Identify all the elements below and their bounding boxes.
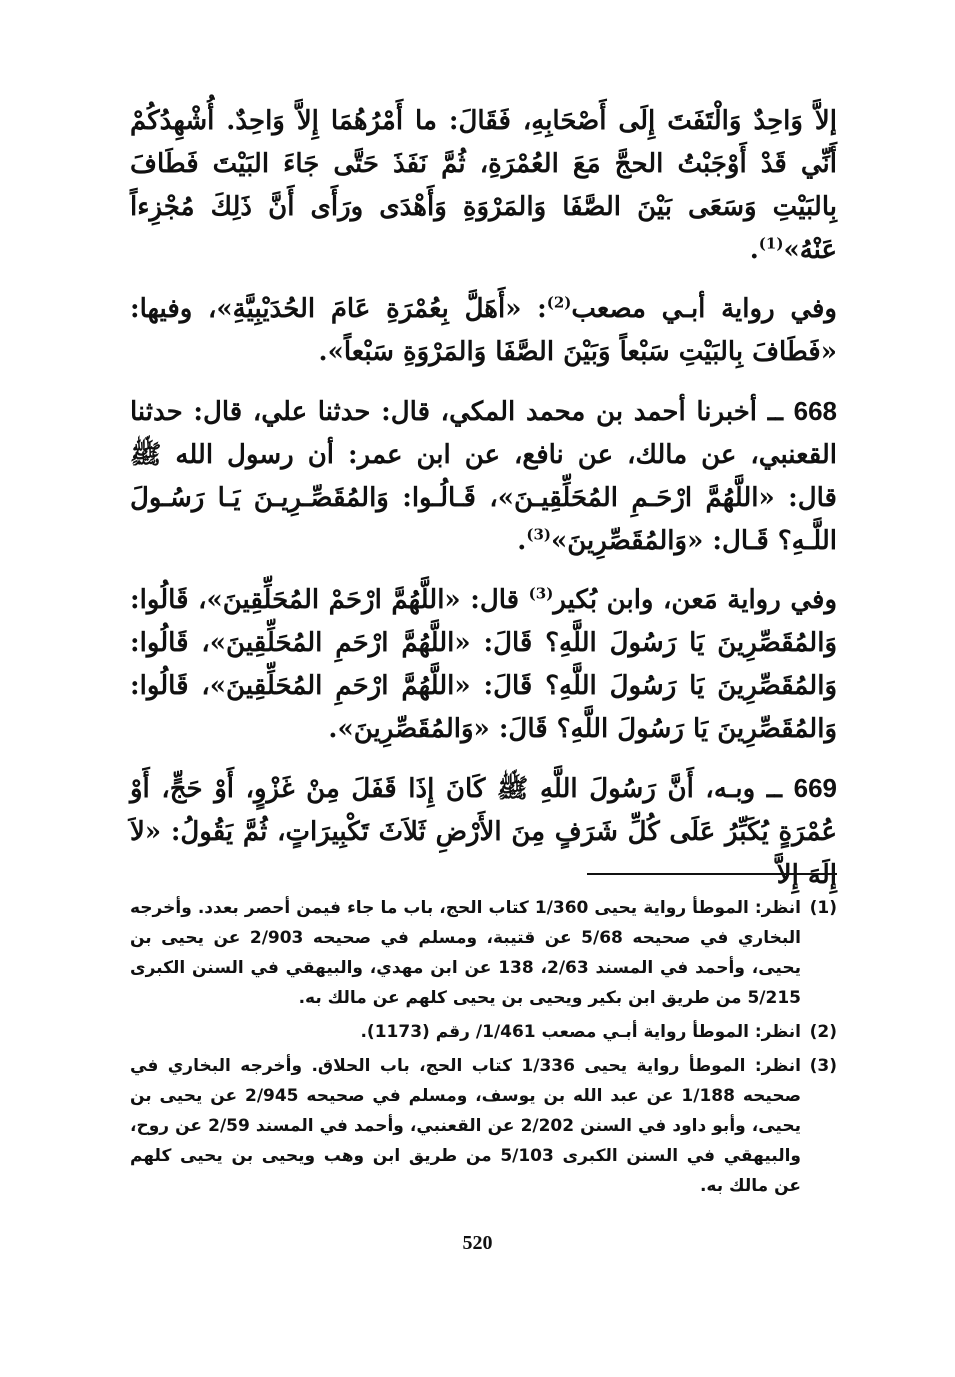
footnote-3 bbox=[130, 1051, 837, 1201]
footnote-text: انظر: الموطأ رواية أبـي مصعب 1/461/ رقم (1173). bbox=[360, 1022, 801, 1042]
paragraph-668-end: . bbox=[517, 526, 527, 556]
hadith-number-668: 668 bbox=[793, 396, 837, 426]
footnote-text: انظر: الموطأ رواية يحيى 1/336 كتاب الحج، باب الحلاق. وأخرجه البخاري في صحيحه 1/188 عن عبد الله بن يوسف، ومسلم في صحيحه 2/945 عن يحيى بن يحيى، وأبو داود في السنن 2/202 عن القعنبي، وأحمد في المسند 2/59 عن روح، والبيهقي في السنن الكبرى 5/103 من طريق ابن وهب ويحيى بن يحيى كلهم عن مالك به. bbox=[130, 1056, 802, 1196]
hadith-number-669: 669 bbox=[793, 773, 837, 803]
paragraph-1-end: . bbox=[749, 235, 759, 265]
main-text bbox=[130, 100, 837, 913]
paragraph-4-text-a: وفي رواية مَعن، وابن بُكير bbox=[553, 585, 837, 615]
paragraph-2 bbox=[130, 288, 837, 374]
page-number: 520 bbox=[462, 1232, 493, 1254]
paragraph-668 bbox=[130, 390, 837, 563]
paragraph-4-text-b: قال: «اللَّهُمَّ ارْحَمْ المُحَلِّقِينَ»، قَالُوا: وَالمُقَصِّرِينَ يَا رَسُولَ اللَّهِ؟ قَالَ: «اللَّهُمَّ ارْحَمِ المُحَلِّقِينَ»، قَالُوا: وَالمُقَصِّرِينَ يَا رَسُولَ اللَّهِ؟ قَالَ: «اللَّهُمَّ ارْحَمِ المُحَلِّقِينَ»، قَالُوا: وَالمُقَصِّرِينَ يَا رَسُولَ اللَّهِ؟ قَالَ: «وَالمُقَصِّرِينَ». bbox=[130, 585, 837, 744]
paragraph-669-text: ــ وبـه، أَنَّ رَسُولَ اللَّهِ ﷺ كَانَ إِذَا قَفَلَ مِنْ غَزْوٍ، أَوْ حَجٍّ، أَوْ عُمْرَةٍ يُكَبِّرُ عَلَى كُلِّ شَرَفٍ مِنَ الأَرْضِ ثَلاَثَ تَكْبِيرَاتٍ، ثُمَّ يَقُولُ: «لاَ إِلَهَ إِلاَّ bbox=[130, 774, 837, 890]
paragraph-2-text-a: وفي رواية أبـي مصعب bbox=[571, 294, 837, 324]
footnote-ref-3: (3) bbox=[526, 525, 552, 544]
paragraph-1 bbox=[130, 100, 837, 272]
footnote-1 bbox=[130, 893, 837, 1013]
paragraph-669 bbox=[130, 767, 837, 897]
paragraph-4 bbox=[130, 579, 837, 751]
footnote-number: (2) bbox=[809, 1022, 837, 1042]
paragraph-668-text: ــ أخبرنا أحمد بن محمد المكي، قال: حدثنا علي، قال: حدثنا القعنبي، عن مالك، عن نافع، عن ابن عمر: أن رسول الله ﷺ قال: «اللَّهُمَّ ارْحَـمِ المُحَلِّقِيـنَ»، قَـالُـوا: وَالمُقَصِّـرِيـنَ يَـا رَسُـولَ اللَّـهِ؟ قَـال: «وَالمُقَصِّرِينَ» bbox=[130, 397, 837, 556]
footnote-divider bbox=[587, 873, 837, 875]
footnote-number: (1) bbox=[809, 898, 837, 918]
paragraph-2-text-b: : «أَهَلَّ بِعُمْرَةِ عَامَ الحُدَيْبِيَّةِ»، وفيها: «فَطَافَ بِالبَيْتِ سَبْعاً وَبَيْنَ الصَّفَا وَالمَرْوَةِ سَبْعاً». bbox=[130, 294, 837, 367]
footnote-text: انظر: الموطأ رواية يحيى 1/360 كتاب الحج، باب ما جاء فيمن أحصر بعدد. وأخرجه البخاري في صحيحه 5/68 عن قتيبة، ومسلم في صحيحه 2/903 عن يحيى بن يحيى، وأحمد في المسند 2/63، 138 عن ابن مهدي، والبيهقي في السنن الكبرى 5/215 من طريق ابن بكير ويحيى بن يحيى كلهم عن مالك به. bbox=[130, 898, 802, 1008]
footnotes bbox=[130, 893, 837, 1205]
footnote-ref-1: (1) bbox=[758, 234, 784, 253]
footnote-ref-3b: (3) bbox=[528, 584, 554, 603]
paragraph-1-text: إلاَّ وَاحِدٌ وَالْتَفَتَ إِلَى أَصْحَابِهِ، فَقَالَ: ما أَمْرُهُمَا إِلاَّ وَاحِدٌ. أُشْهِدُكُمْ أَنِّي قَدْ أَوْجَبْتُ الحجَّ مَعَ العُمْرَةِ، ثُمَّ نَفَذَ حَتَّى جَاءَ البَيْتَ فَطَافَ بِالبَيْتِ وَسَعَى بَيْنَ الصَّفَا وَالمَرْوَةِ وَأَهْدَى ورَأَى أَنَّ ذَلِكَ مُجْزِءاً عَنْهُ» bbox=[130, 106, 837, 265]
footnote-2 bbox=[130, 1017, 837, 1047]
footnote-number: (3) bbox=[809, 1056, 837, 1076]
footnote-ref-2: (2) bbox=[546, 293, 572, 312]
